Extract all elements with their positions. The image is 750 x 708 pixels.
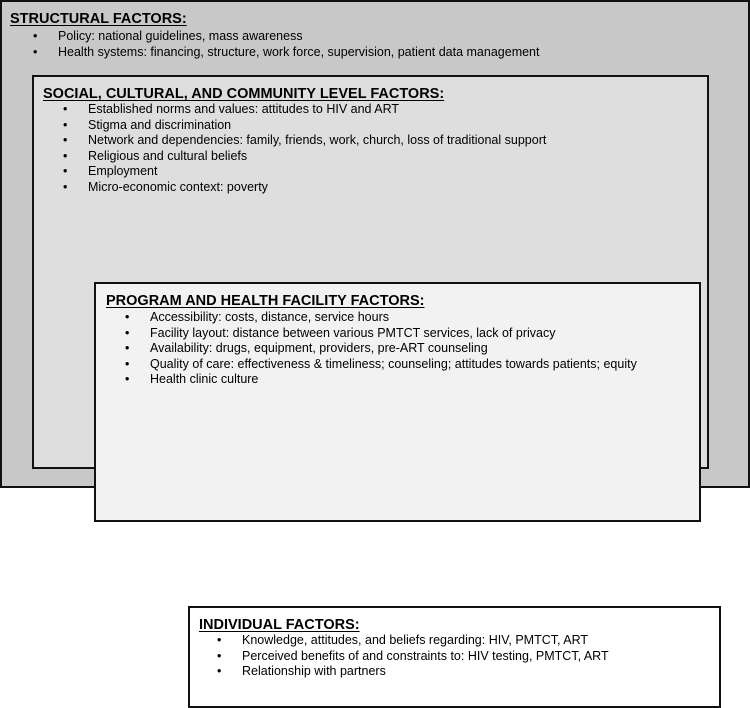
social-factors-list — [63, 102, 546, 196]
social-cultural-community-factors-box — [32, 75, 709, 679]
list-item: • Perceived benefits of and constraints to: HIV testing, PMTCT, ART — [217, 649, 609, 665]
list-item: • Religious and cultural beliefs — [63, 149, 546, 165]
list-item: • Stigma and discrimination — [63, 118, 546, 134]
individual-factors-box — [188, 606, 721, 708]
list-item: • Health clinic culture — [125, 372, 637, 388]
list-item: • Network and dependencies: family, friends, work, church, loss of traditional support — [63, 133, 546, 149]
list-item: • Established norms and values: attitudes to HIV and ART — [63, 102, 546, 118]
program-factors-title: PROGRAM AND HEALTH FACILITY FACTORS: — [106, 293, 425, 309]
individual-factors-title: INDIVIDUAL FACTORS: — [199, 617, 360, 633]
list-item: • Micro-economic context: poverty — [63, 180, 546, 196]
program-health-facility-factors-box — [94, 282, 701, 679]
structural-factors-title: STRUCTURAL FACTORS: — [10, 11, 187, 27]
list-item: • Facility layout: distance between various PMTCT services, lack of privacy — [125, 326, 637, 342]
list-item: • Relationship with partners — [217, 664, 609, 680]
individual-factors-list — [217, 633, 609, 680]
list-item: • Accessibility: costs, distance, service hours — [125, 310, 637, 326]
list-item: • Availability: drugs, equipment, providers, pre-ART counseling — [125, 341, 637, 357]
structural-factors-list — [33, 29, 539, 60]
list-item: • Health systems: financing, structure, work force, supervision, patient data management — [33, 45, 539, 61]
social-factors-title: SOCIAL, CULTURAL, AND COMMUNITY LEVEL FACTORS: — [43, 86, 445, 102]
program-factors-list — [125, 310, 637, 388]
list-item: • Policy: national guidelines, mass awareness — [33, 29, 539, 45]
list-item: • Quality of care: effectiveness & timeliness; counseling; attitudes towards patients; equity — [125, 357, 637, 373]
list-item: • Knowledge, attitudes, and beliefs regarding: HIV, PMTCT, ART — [217, 633, 609, 649]
list-item: • Employment — [63, 164, 546, 180]
